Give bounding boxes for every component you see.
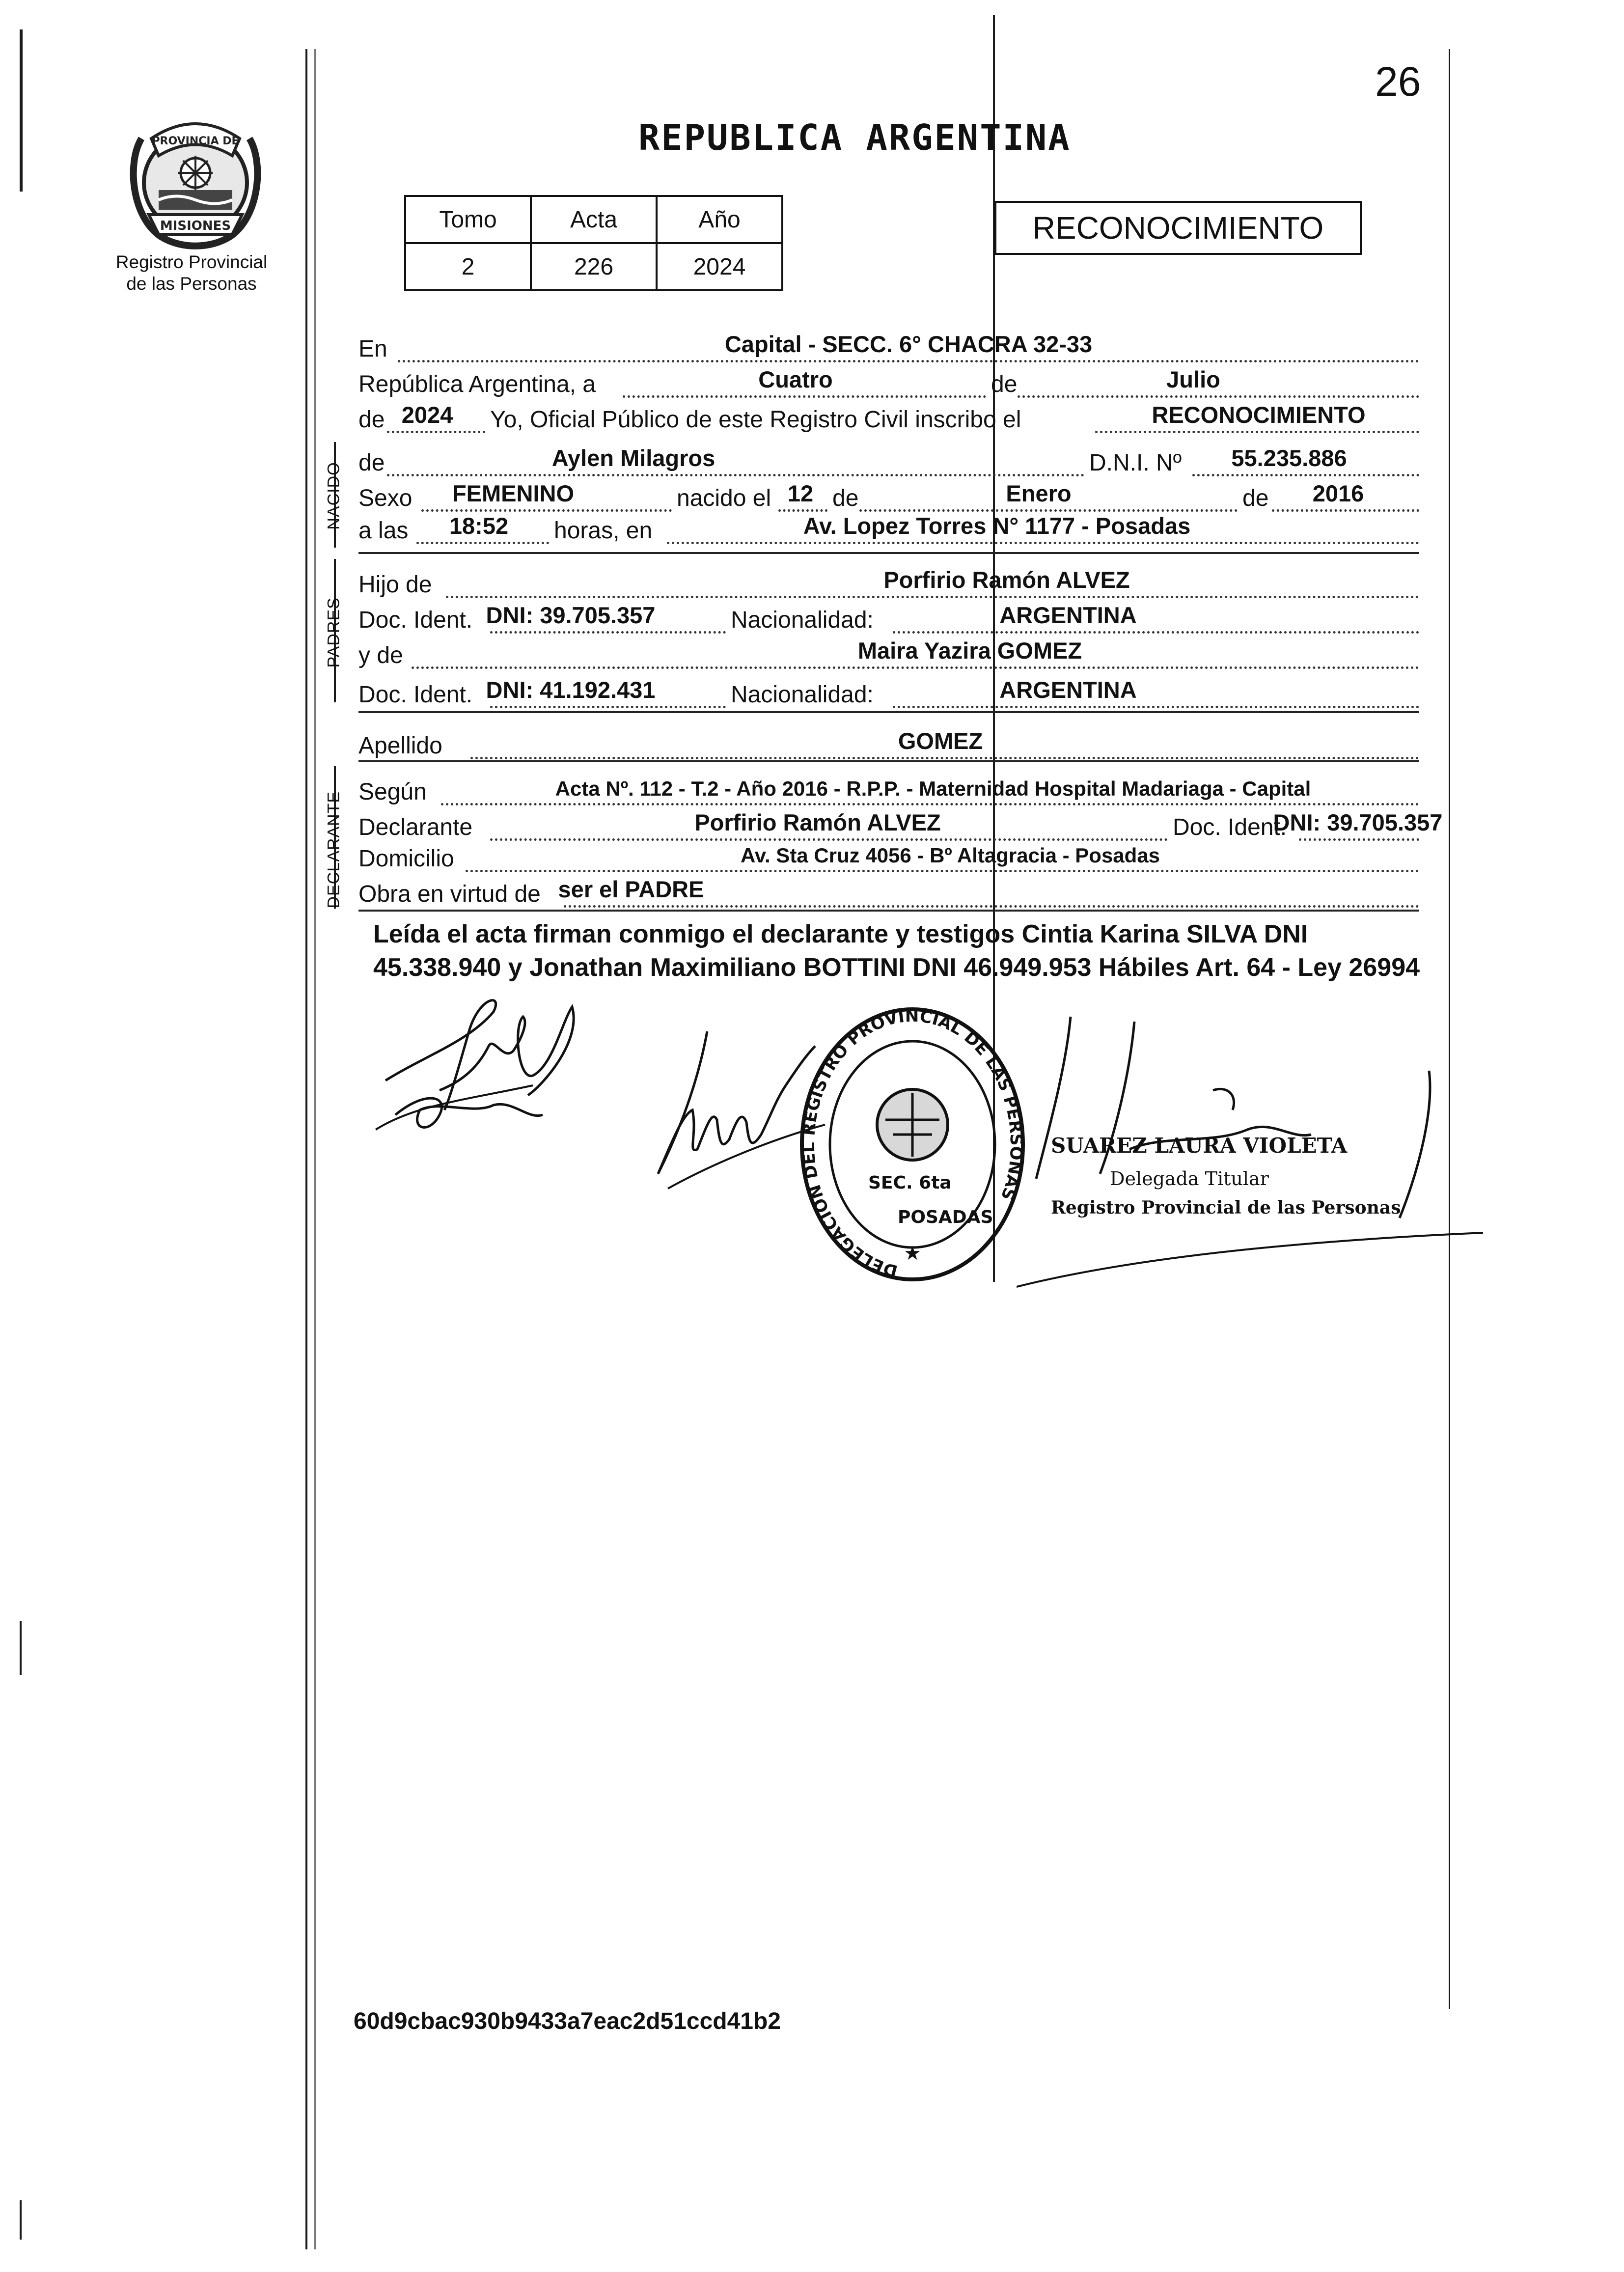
label-horas: horas, en [554,518,653,544]
left-edge-line [20,2200,22,2240]
left-edge-line [20,1621,22,1675]
logo-text-top: PROVINCIA DE [152,135,239,147]
star-icon: ★ [904,1243,921,1264]
label-de-birth-month: de [832,485,859,511]
seal-inner-top: SEC. 6ta [868,1173,952,1193]
volume-value-tomo: 2 [405,243,531,290]
official-seal [795,1002,1030,1297]
form-row-capacity [358,876,1419,911]
volume-header-anio: Año [657,196,782,243]
label-apellido: Apellido [358,733,442,759]
volume-table [404,195,783,291]
volume-value-acta: 226 [531,243,657,290]
section-divider [358,910,1419,912]
form-row-mother-doc [358,677,1419,711]
seal-ring-text: DELEGACION DEL REGISTRO PROVINCIAL DE LAS PERSONAS [798,1006,1026,1281]
volume-header-tomo: Tomo [405,196,531,243]
value-birth-day: 12 [787,480,814,506]
label-nat-father: Nacionalidad: [731,607,874,633]
value-day: Cuatro [758,366,833,392]
page-title: REPUBLICA ARGENTINA [638,117,1071,158]
label-obra: Obra en virtud de [358,881,541,907]
form-row-place [358,331,1419,365]
value-father: Porfirio Ramón ALVEZ [883,567,1130,593]
official-stamp-name: SUAREZ LAURA VIOLETA [1051,1134,1348,1158]
value-birth-month: Enero [1006,480,1072,506]
label-de-name: de [358,450,385,476]
dotted-leader [387,453,1084,476]
label-hijo: Hijo de [358,572,432,598]
side-label-nacido: NACIDO [324,462,343,530]
value-mother: Maira Yazira GOMEZ [857,637,1082,664]
value-act: RECONOCIMIENTO [1152,402,1366,428]
label-domicilio: Domicilio [358,846,454,872]
label-doc-declarant: Doc. Ident. [1173,814,1287,840]
volume-header-acta: Acta [531,196,657,243]
section-divider [358,552,1419,554]
value-declarant-doc: DNI: 39.705.357 [1273,809,1443,835]
dotted-leader [893,610,1419,634]
seal-inner-bottom: POSADAS [898,1207,993,1227]
value-birth-year: 2016 [1312,480,1364,506]
section-divider [358,711,1419,713]
dotted-leader [893,685,1419,708]
label-nat-mother: Nacionalidad: [731,682,874,708]
label-republica: República Argentina, a [358,371,596,397]
document-hash: 60d9cbac930b9433a7eac2d51ccd41b2 [354,2008,781,2034]
official-stamp-office: Registro Provincial de las Personas [1051,1197,1401,1218]
label-en: En [358,336,387,362]
label-doc-father: Doc. Ident. [358,607,473,633]
value-sex: FEMENINO [452,480,575,506]
value-place: Capital - SECC. 6° CHACRA 32-33 [724,331,1093,357]
form-row-according [358,777,1419,808]
page-number: 26 [1375,58,1421,105]
value-birth-time: 18:52 [449,513,509,539]
side-label-declarante: DECLARANTE [324,791,343,909]
label-y-de: y de [358,642,403,668]
form-row-declarant [358,809,1443,844]
label-dni: D.N.I. Nº [1089,450,1182,476]
label-de-year: de [358,407,385,433]
value-child-name: Aylen Milagros [551,445,716,471]
label-sexo: Sexo [358,485,413,511]
label-doc-mother: Doc. Ident. [358,682,473,708]
act-type-box: RECONOCIMIENTO [994,201,1362,255]
volume-value-anio: 2024 [657,243,782,290]
left-margin-line [305,49,307,2249]
left-edge-line [20,29,23,192]
form-row-mother [358,637,1419,672]
side-label-padres: PADRES [324,597,343,668]
value-mother-doc: DNI: 41.192.431 [486,677,656,703]
form-row-birth [358,480,1419,515]
form-row-address [358,844,1419,875]
left-margin-line [314,49,316,2249]
declarant-signature [366,982,621,1159]
form-row-act [358,402,1419,436]
value-birth-place: Av. Lopez Torres N° 1177 - Posadas [803,513,1191,539]
label-nacido: nacido el [677,485,771,511]
official-stamp-role: Delegada Titular [1110,1168,1269,1190]
value-month: Julio [1166,366,1220,392]
value-father-doc: DNI: 39.705.357 [486,602,656,628]
label-de-birth-year: de [1242,485,1269,511]
logo-text-bottom: MISIONES [160,219,231,233]
label-de-month: de [991,371,1018,397]
form-row-surname [358,728,1419,762]
form-row-father [358,567,1419,601]
label-yo: Yo, Oficial Público de este Registro Civil inscribo el [490,407,1021,433]
form-row-date [358,366,1419,401]
coat-of-arms-logo [122,109,269,251]
value-child-dni: 55.235.886 [1231,445,1347,471]
form-row-father-doc [358,602,1419,637]
value-capacity: ser el PADRE [558,876,704,902]
form-row-time [358,513,1419,547]
value-year: 2024 [401,402,453,428]
registry-label-line1: Registro Provincial [115,252,268,272]
form-row-child [358,445,1419,479]
label-declarante: Declarante [358,814,473,840]
registry-label [96,251,287,295]
value-declarant: Porfirio Ramón ALVEZ [694,809,941,835]
volume-table-header-row [405,196,782,243]
section-divider [358,760,1419,762]
value-according: Acta Nº. 112 - T.2 - Año 2016 - R.P.P. - Maternidad Hospital Madariaga - Capital [555,777,1311,800]
registry-label-line2: de las Personas [126,274,257,294]
closing-paragraph: Leída el acta firman conmigo el declarante y testigos Cintia Karina SILVA DNI 45.338.940 y Jonathan Maximiliano BOTTINI DNI 46.949.953 Hábiles Art. 64 - Ley 26994 [373,920,1420,982]
value-mother-nat: ARGENTINA [999,677,1137,703]
label-segun: Según [358,779,427,805]
value-address: Av. Sta Cruz 4056 - Bº Altagracia - Posadas [740,844,1160,867]
label-a-las: a las [358,518,409,544]
value-father-nat: ARGENTINA [999,602,1137,628]
value-surname: GOMEZ [898,728,983,754]
volume-table-value-row [405,243,782,290]
